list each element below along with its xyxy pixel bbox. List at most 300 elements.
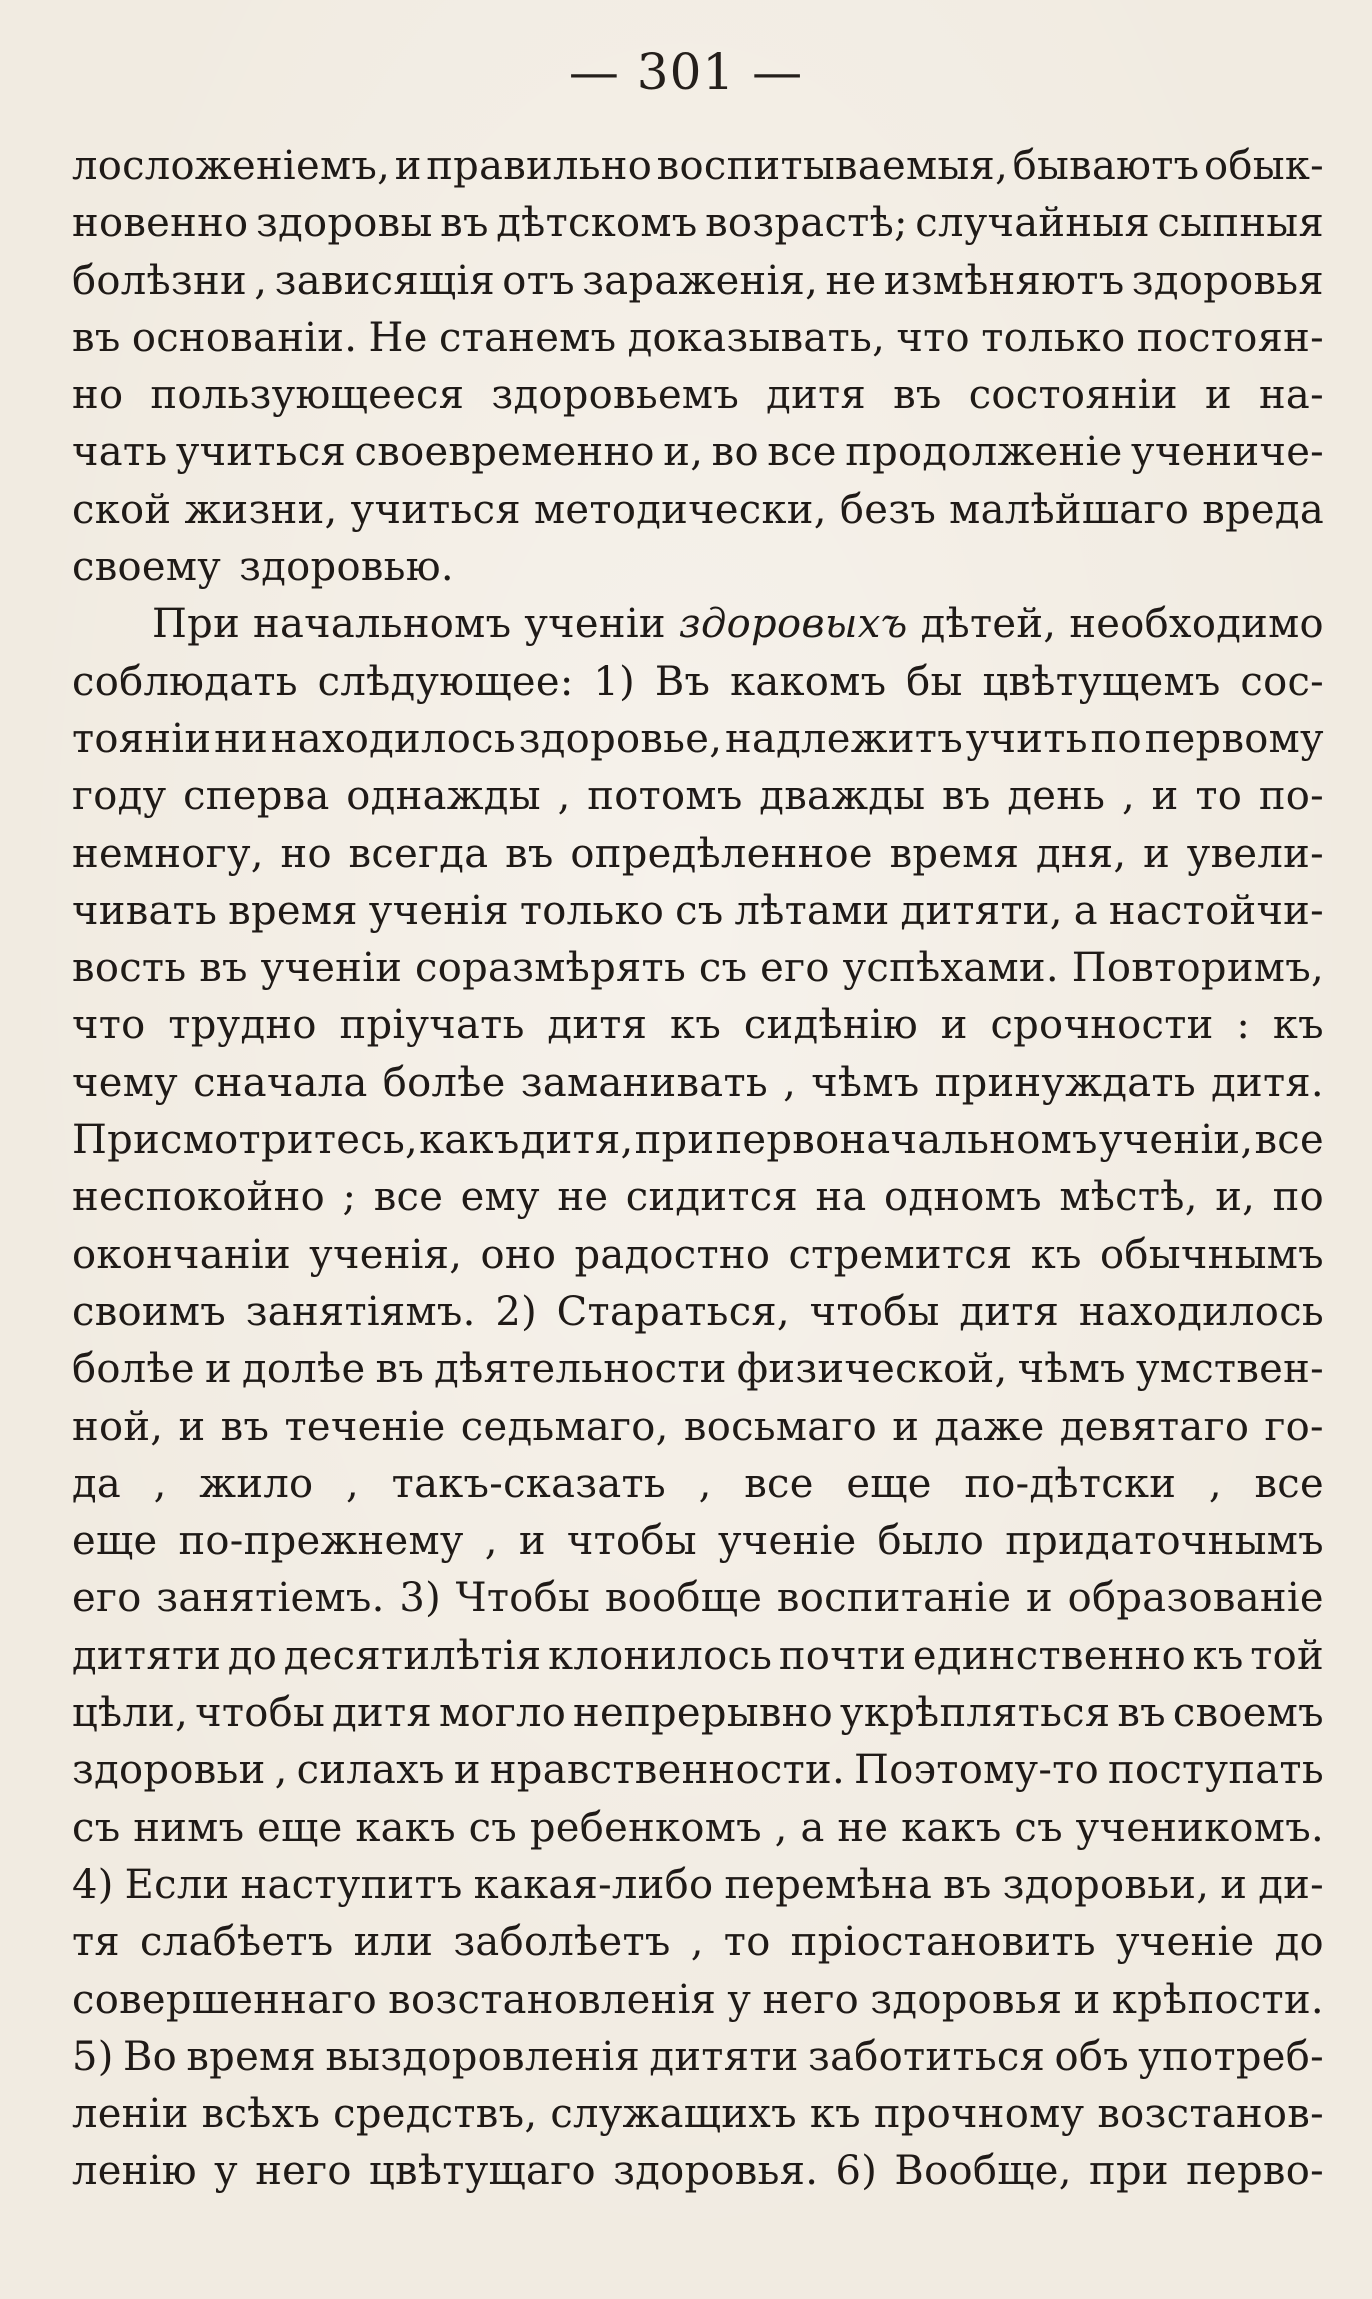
text-line xyxy=(72,310,1324,367)
word: возстановленія xyxy=(388,1976,717,2023)
word: Повторимъ, xyxy=(1071,945,1324,992)
word: возстанов- xyxy=(1097,2091,1324,2138)
word: не xyxy=(837,1804,889,1851)
word: дитя. xyxy=(1211,1059,1324,1106)
word: объ xyxy=(1054,2033,1129,2080)
word: случайныя xyxy=(915,200,1151,247)
word: 3) xyxy=(399,1575,441,1622)
word: и xyxy=(394,143,422,189)
word: стремится xyxy=(788,1231,1013,1278)
word: десятилѣтія xyxy=(283,1632,542,1679)
word: правильно xyxy=(426,143,653,189)
word: Если xyxy=(124,1861,230,1908)
word: чивать xyxy=(72,887,218,934)
word: и xyxy=(1220,1861,1248,1908)
word: Въ xyxy=(654,658,711,705)
word: обычнымъ xyxy=(1100,1231,1324,1278)
word: время xyxy=(186,2033,317,2080)
word: дня, xyxy=(1035,830,1127,877)
word: еще xyxy=(257,1804,343,1851)
text-line xyxy=(72,1284,1324,1341)
word: а xyxy=(1073,887,1098,934)
word: во xyxy=(711,429,759,476)
word: совершеннаго xyxy=(72,1976,377,2023)
word: день xyxy=(1007,773,1106,820)
word: бываютъ xyxy=(1012,143,1200,189)
word: пріучать xyxy=(339,1002,525,1049)
word: сидится xyxy=(625,1174,798,1221)
word: къ xyxy=(670,1002,722,1049)
word: чтобы xyxy=(195,1690,326,1737)
word: учениче- xyxy=(1130,429,1324,476)
word: чтобы xyxy=(809,1288,940,1335)
word: цвѣтущаго xyxy=(369,2148,596,2195)
word: въ xyxy=(943,1861,992,1908)
text-line xyxy=(72,1570,1324,1627)
word: потомъ xyxy=(587,773,743,820)
word: клонилось xyxy=(548,1632,773,1679)
word: что xyxy=(72,1002,146,1049)
word: ученіи xyxy=(524,601,666,648)
word: такъ-сказать xyxy=(391,1460,667,1507)
word: придаточнымъ xyxy=(1005,1518,1324,1565)
word: нравственности. xyxy=(489,1747,845,1794)
word: дѣтскомъ xyxy=(496,200,698,247)
word: постоян- xyxy=(1136,314,1324,361)
word: жило xyxy=(199,1460,314,1507)
word: здоровы xyxy=(255,200,433,247)
word: въ xyxy=(440,200,489,247)
word: , xyxy=(698,1460,712,1507)
word: находилось xyxy=(1078,1288,1324,1335)
word: слабѣетъ xyxy=(140,1919,334,1966)
word: средствъ, xyxy=(333,2091,538,2138)
word: и xyxy=(1143,830,1171,877)
word: , xyxy=(557,773,571,820)
word: даже xyxy=(934,1403,1045,1450)
word: и xyxy=(1204,372,1232,419)
word: по xyxy=(1090,715,1142,762)
word: чтобы xyxy=(566,1518,697,1565)
word: то xyxy=(1195,773,1243,820)
word: и xyxy=(940,1002,968,1049)
word: , xyxy=(346,1460,360,1507)
word: все xyxy=(1254,1460,1324,1507)
word: продолженіе xyxy=(845,429,1123,476)
word: надлежитъ xyxy=(725,715,963,762)
word: лосложеніемъ, xyxy=(72,143,391,189)
text-line xyxy=(72,2029,1324,2086)
word: леніи xyxy=(72,2091,189,2138)
word: принуждать xyxy=(934,1059,1196,1106)
text-line xyxy=(72,195,1324,252)
word: прочному xyxy=(873,2091,1085,2138)
word: 6) xyxy=(835,2148,878,2195)
word: отъ xyxy=(502,257,575,304)
page-number: — 301 — xyxy=(568,43,804,101)
text-line xyxy=(72,1800,1324,1857)
word: , xyxy=(254,257,268,304)
word: на xyxy=(815,1174,867,1221)
word: ной, xyxy=(72,1403,164,1450)
text-line xyxy=(72,883,1324,940)
word: поступать xyxy=(1108,1747,1324,1794)
word: 4) xyxy=(72,1861,114,1908)
word: чѣмъ xyxy=(811,1059,920,1106)
word: болѣе xyxy=(382,1059,506,1106)
word: дитяти, xyxy=(900,887,1063,934)
word: ученикомъ. xyxy=(1075,1804,1324,1851)
word: учиться xyxy=(350,486,521,533)
word: Поэтому-то xyxy=(854,1747,1099,1794)
word: къ xyxy=(809,2091,861,2138)
word: начальномъ xyxy=(253,601,512,648)
text-line xyxy=(72,1112,1324,1169)
word: опредѣленное xyxy=(570,830,873,877)
word: какомъ xyxy=(730,658,887,705)
word: него xyxy=(255,2148,352,2195)
word: измѣняютъ xyxy=(883,257,1125,304)
text-line xyxy=(72,539,1324,596)
word: все xyxy=(1254,1117,1324,1164)
word: вообще xyxy=(604,1575,763,1622)
word: время xyxy=(228,887,358,934)
word: возрастѣ; xyxy=(705,200,908,247)
word: Стараться, xyxy=(556,1288,790,1335)
word: и xyxy=(204,1346,232,1393)
text-line xyxy=(72,367,1324,424)
text-line xyxy=(72,654,1324,711)
word: еще xyxy=(72,1518,158,1565)
word: къ xyxy=(1192,1632,1244,1679)
word: пользующееся xyxy=(150,372,465,419)
word: и xyxy=(178,1403,206,1450)
word: сос- xyxy=(1240,658,1324,705)
body-text xyxy=(72,138,1324,2201)
word: одномъ xyxy=(884,1174,1042,1221)
word: болѣзни xyxy=(72,257,247,304)
word: необходимо xyxy=(1069,601,1324,648)
word: здоровью. xyxy=(239,544,454,591)
text-line xyxy=(72,1456,1324,1513)
word: однажды xyxy=(346,773,541,820)
word: въ xyxy=(72,314,121,361)
word: слѣдующее: xyxy=(317,658,574,705)
word: нимъ xyxy=(133,1804,245,1851)
word: : xyxy=(1236,1002,1251,1049)
word: , xyxy=(1208,1460,1222,1507)
word: и xyxy=(518,1518,546,1565)
word: но xyxy=(72,372,124,419)
word: все xyxy=(744,1460,814,1507)
word: настойчи- xyxy=(1108,887,1324,934)
word: на- xyxy=(1258,372,1324,419)
word: физической, xyxy=(736,1346,1008,1393)
text-line xyxy=(72,1399,1324,1456)
word: первоначальномъ xyxy=(715,1117,1098,1164)
text-line xyxy=(72,1055,1324,1112)
text-line xyxy=(72,1857,1324,1914)
word: дитя xyxy=(332,1690,432,1737)
word: до xyxy=(227,1632,278,1679)
word: долѣе xyxy=(242,1346,366,1393)
word: да xyxy=(72,1460,122,1507)
word: своему xyxy=(72,544,222,591)
word: чему xyxy=(72,1059,178,1106)
word: дитяти xyxy=(72,1632,222,1679)
word: здоровьемъ xyxy=(491,372,740,419)
word: состояніи xyxy=(968,372,1178,419)
word: трудно xyxy=(168,1002,317,1049)
word: году xyxy=(72,773,167,820)
word: цѣли, xyxy=(72,1690,189,1737)
text-line xyxy=(72,2143,1324,2200)
word: 5) xyxy=(72,2033,114,2080)
word: Во xyxy=(122,2033,178,2080)
word: но xyxy=(280,830,332,877)
word: какъ xyxy=(901,1804,1002,1851)
word: чать xyxy=(72,429,168,476)
word: къ xyxy=(1030,1231,1082,1278)
word: Вообще, xyxy=(894,2148,1072,2195)
word: ученіи xyxy=(260,945,403,992)
word: малѣйшаго xyxy=(949,486,1190,533)
word: укрѣпляться xyxy=(839,1690,1111,1737)
word: было xyxy=(877,1518,985,1565)
word: , xyxy=(690,1919,704,1966)
word: ему xyxy=(460,1174,540,1221)
word: у xyxy=(727,1976,752,2023)
word: вость xyxy=(72,945,187,992)
word: занятіемъ. xyxy=(156,1575,385,1622)
word: и xyxy=(453,1747,481,1794)
text-line xyxy=(72,596,1324,653)
word: зависящія xyxy=(274,257,495,304)
word: перемѣна xyxy=(724,1861,933,1908)
word: ученіе xyxy=(1115,1919,1255,1966)
word: новенно xyxy=(72,200,249,247)
word: дитя xyxy=(766,372,867,419)
text-line xyxy=(72,1914,1324,1971)
word: дважды xyxy=(759,773,926,820)
word: дитя xyxy=(959,1288,1060,1335)
word: станемъ xyxy=(438,314,617,361)
word: безъ xyxy=(839,486,937,533)
word: ученіе xyxy=(717,1518,857,1565)
word: ленію xyxy=(72,2148,197,2195)
word: здоровье, xyxy=(518,715,723,762)
word: окончаніи xyxy=(72,1231,291,1278)
word: его xyxy=(760,945,830,992)
word: всегда xyxy=(348,830,489,877)
word: болѣе xyxy=(72,1346,195,1393)
word: той xyxy=(1250,1632,1324,1679)
word: увели- xyxy=(1186,830,1324,877)
text-line xyxy=(72,138,1324,195)
word: почти xyxy=(778,1632,907,1679)
word: силахъ xyxy=(296,1747,445,1794)
word: , xyxy=(774,1804,788,1851)
word: и, xyxy=(1215,1174,1256,1221)
word: единственно xyxy=(912,1632,1186,1679)
word: доказывать, xyxy=(627,314,886,361)
word: и xyxy=(1025,1575,1053,1622)
word: учить xyxy=(965,715,1088,762)
word: съ xyxy=(1014,1804,1063,1851)
word: ской xyxy=(72,486,172,533)
word: непрерывно xyxy=(573,1690,834,1737)
word: неспокойно xyxy=(72,1174,325,1221)
word: только xyxy=(981,314,1126,361)
word: у xyxy=(214,2148,238,2195)
word: методически, xyxy=(534,486,827,533)
word: бы xyxy=(906,658,963,705)
word: своемъ xyxy=(1172,1690,1324,1737)
word: и, xyxy=(663,429,704,476)
text-line xyxy=(72,1341,1324,1398)
word: здоровья xyxy=(1131,257,1324,304)
word: по- xyxy=(1258,773,1324,820)
word: лѣтами xyxy=(734,887,890,934)
word: зараженія, xyxy=(582,257,819,304)
word: и xyxy=(1073,1976,1101,2023)
word: дитяти xyxy=(649,2033,799,2080)
word: время xyxy=(889,830,1020,877)
word: , xyxy=(1121,773,1135,820)
word: учиться xyxy=(175,429,347,476)
word: сидѣнію xyxy=(743,1002,919,1049)
word: воспитываемыя, xyxy=(656,143,1009,189)
word: девятаго xyxy=(1059,1403,1250,1450)
word: по-дѣтски xyxy=(964,1460,1177,1507)
word: заманивать xyxy=(520,1059,768,1106)
word: цвѣтущемъ xyxy=(982,658,1221,705)
word: наступитъ xyxy=(240,1861,463,1908)
word: 2) xyxy=(495,1288,537,1335)
word: своевременно xyxy=(354,429,655,476)
word: къ xyxy=(1272,1002,1324,1049)
word: , xyxy=(274,1747,288,1794)
word: ученіи, xyxy=(1098,1117,1254,1164)
word: умствен- xyxy=(1135,1346,1324,1393)
word: дѣятельности xyxy=(434,1346,727,1393)
word: Присмотритесь, xyxy=(72,1117,419,1164)
word: и xyxy=(1151,773,1179,820)
word: выздоровленія xyxy=(325,2033,641,2080)
word: съ xyxy=(698,945,748,992)
word: При xyxy=(152,601,241,648)
text-line xyxy=(72,1169,1324,1226)
word: какъ xyxy=(419,1117,520,1164)
word: успѣхами. xyxy=(842,945,1059,992)
word: до xyxy=(1274,1919,1324,1966)
word: въ xyxy=(375,1346,425,1393)
word: сначала xyxy=(193,1059,368,1106)
word: соблюдать xyxy=(72,658,298,705)
word: въ xyxy=(505,830,554,877)
word: пріостановить xyxy=(790,1919,1096,1966)
word: тя xyxy=(72,1919,120,1966)
text-line xyxy=(72,768,1324,825)
word: мѣстѣ, xyxy=(1059,1174,1198,1221)
word: по xyxy=(1272,1174,1324,1221)
word: ; xyxy=(342,1174,357,1221)
word: какая-либо xyxy=(473,1861,714,1908)
word: при xyxy=(1089,2148,1169,2195)
word: радостно xyxy=(574,1231,771,1278)
word: немногу, xyxy=(72,830,264,877)
word: ди- xyxy=(1258,1861,1324,1908)
word: только xyxy=(519,887,665,934)
word: еще xyxy=(846,1460,932,1507)
word: ученія, xyxy=(309,1231,463,1278)
word: здоровья. xyxy=(613,2148,819,2195)
word: чѣмъ xyxy=(1017,1346,1126,1393)
word: вреда xyxy=(1202,486,1324,533)
word: то xyxy=(723,1919,771,1966)
word: 1) xyxy=(593,658,636,705)
word: могло xyxy=(438,1690,567,1737)
word: , xyxy=(153,1460,167,1507)
word: го- xyxy=(1264,1403,1324,1450)
word: съ xyxy=(675,887,724,934)
word: въ xyxy=(942,773,991,820)
word: заботиться xyxy=(807,2033,1046,2080)
word: ребенкомъ xyxy=(529,1804,762,1851)
word: находилось xyxy=(270,715,516,762)
text-line xyxy=(72,2086,1324,2143)
word: всѣхъ xyxy=(201,2091,321,2138)
word: тояніи xyxy=(72,715,212,762)
word: воспитаніе xyxy=(776,1575,1012,1622)
word: основаніи. xyxy=(131,314,358,361)
text-line xyxy=(72,711,1324,768)
word: и xyxy=(892,1403,920,1450)
word: своимъ xyxy=(72,1288,227,1335)
word: оно xyxy=(480,1231,557,1278)
word: Чтобы xyxy=(455,1575,591,1622)
word: восьмаго xyxy=(683,1403,878,1450)
word: обык- xyxy=(1203,143,1324,189)
word: него xyxy=(762,1976,860,2023)
word: здоровьи xyxy=(72,1747,266,1794)
text-line xyxy=(72,940,1324,997)
word: все xyxy=(373,1174,444,1221)
text-line xyxy=(72,1628,1324,1685)
text-line xyxy=(72,1227,1324,1284)
word: , xyxy=(783,1059,797,1106)
word: не xyxy=(557,1174,609,1221)
word: служащихъ xyxy=(550,2091,797,2138)
word: въ xyxy=(199,945,248,992)
word: его xyxy=(72,1575,142,1622)
word: съ xyxy=(468,1804,518,1851)
word: теченіе xyxy=(284,1403,446,1450)
text-line xyxy=(72,482,1324,539)
word: ученія xyxy=(368,887,509,934)
word: при xyxy=(634,1117,715,1164)
word: все xyxy=(767,429,837,476)
word: крѣпости. xyxy=(1111,1976,1324,2023)
word: или xyxy=(353,1919,434,1966)
word: что xyxy=(896,314,970,361)
word: здоровья xyxy=(870,1976,1063,2023)
text-line xyxy=(72,1742,1324,1799)
word: дитя xyxy=(547,1002,648,1049)
text-line xyxy=(72,1685,1324,1742)
word: дѣтей, xyxy=(920,601,1057,648)
word: срочности xyxy=(990,1002,1214,1049)
